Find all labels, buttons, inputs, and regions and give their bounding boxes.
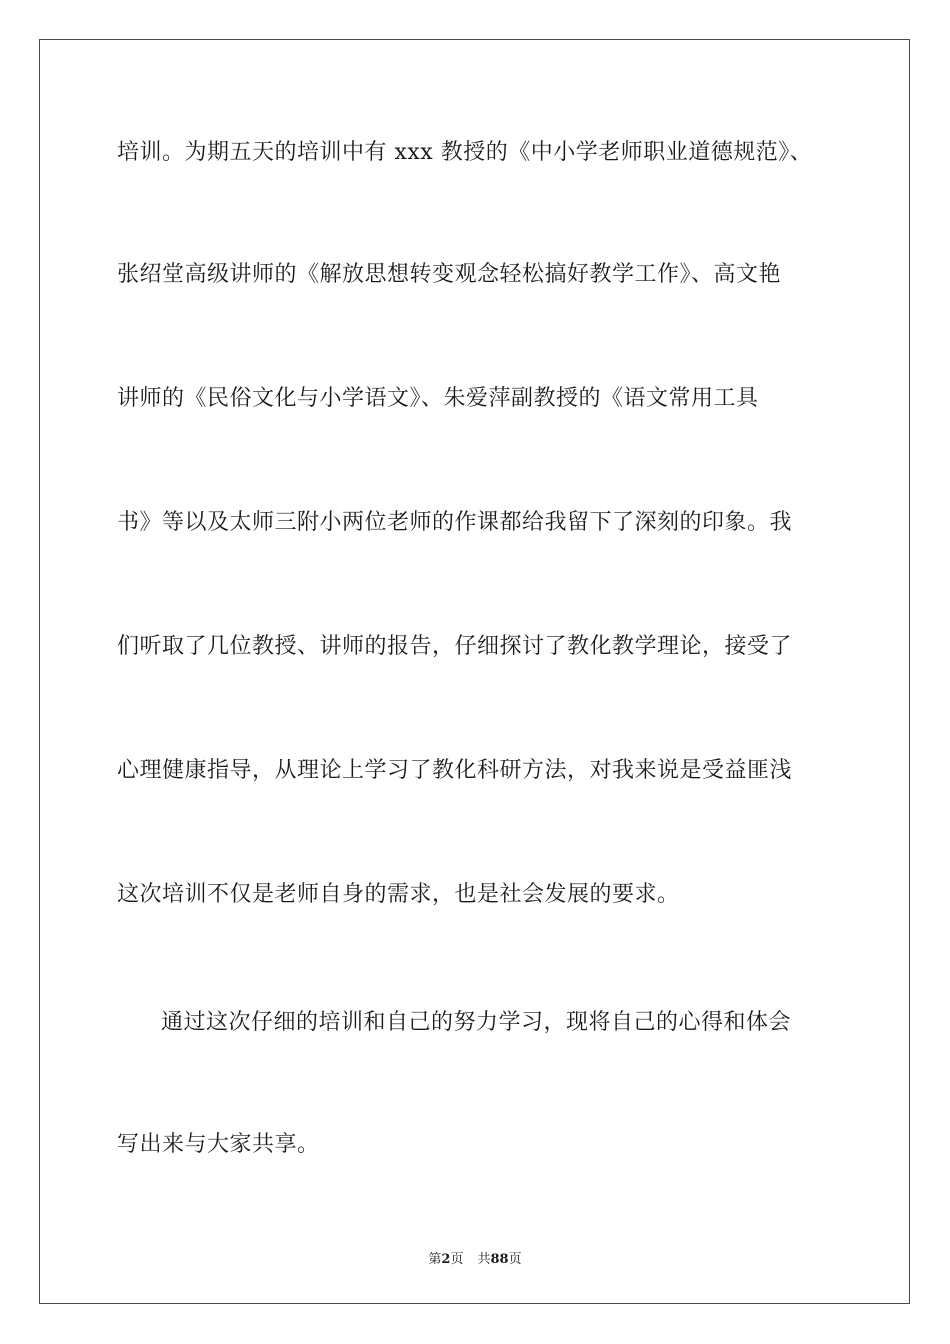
- body-text-line-4: 书》等以及太师三附小两位老师的作课都给我留下了深刻的印象。我: [117, 510, 793, 535]
- body-text-line-3: 讲师的《民俗文化与小学语文》、朱爱萍副教授的《语文常用工具: [117, 386, 759, 411]
- body-text-line-8: 通过这次仔细的培训和自己的努力学习，现将自己的心得和体会: [161, 1010, 792, 1035]
- body-text-line-9: 写出来与大家共享。: [117, 1132, 320, 1157]
- body-text-line-1: 培训。为期五天的培训中有 xxx 教授的《中小学老师职业道德规范》、: [117, 140, 813, 165]
- body-text-line-2: 张绍堂高级讲师的《解放思想转变观念轻松搞好教学工作》、高文艳: [117, 262, 782, 287]
- page-footer: [0, 1248, 950, 1267]
- footer-page-total: 88: [490, 1252, 509, 1267]
- footer-page-unit: 页: [450, 1252, 464, 1267]
- footer-total-unit: 页: [508, 1252, 522, 1267]
- body-text-line-6: 心理健康指导，从理论上学习了教化科研方法，对我来说是受益匪浅: [117, 758, 793, 783]
- footer-page-prefix: 第: [428, 1252, 442, 1267]
- page-border: [39, 39, 910, 1304]
- body-text-line-5: 们听取了几位教授、讲师的报告，仔细探讨了教化教学理论，接受了: [117, 634, 793, 659]
- footer-page-current: 2: [441, 1252, 451, 1267]
- body-text-line-7: 这次培训不仅是老师自身的需求，也是社会发展的要求。: [117, 882, 680, 907]
- footer-total-prefix: 共: [477, 1252, 491, 1267]
